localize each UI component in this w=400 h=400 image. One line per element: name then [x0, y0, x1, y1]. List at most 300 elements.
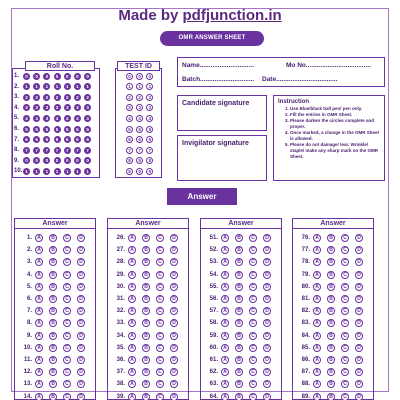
answer-option-bubble[interactable]: C — [341, 344, 349, 352]
roll-bubble[interactable]: 7 — [43, 147, 50, 154]
roll-bubble[interactable]: 7 — [64, 147, 71, 154]
answer-option-bubble[interactable]: B — [235, 283, 243, 291]
roll-bubble[interactable]: 2 — [54, 94, 61, 101]
answer-option-bubble[interactable]: C — [249, 380, 257, 388]
answer-option-bubble[interactable]: A — [128, 319, 136, 327]
answer-option-bubble[interactable]: A — [35, 258, 43, 266]
answer-option-bubble[interactable]: A — [35, 393, 43, 400]
roll-bubble[interactable]: 0 — [84, 73, 91, 80]
answer-option-bubble[interactable]: B — [49, 380, 57, 388]
answer-option-bubble[interactable]: A — [313, 271, 321, 279]
answer-option-bubble[interactable]: D — [77, 295, 85, 303]
answer-option-bubble[interactable]: D — [355, 246, 363, 254]
answer-option-bubble[interactable]: A — [128, 246, 136, 254]
answer-option-bubble[interactable]: C — [341, 283, 349, 291]
answer-option-bubble[interactable]: C — [341, 368, 349, 376]
test-id-bubble[interactable]: 2 — [126, 94, 133, 101]
answer-option-bubble[interactable]: B — [327, 295, 335, 303]
answer-option-bubble[interactable]: B — [327, 380, 335, 388]
answer-option-bubble[interactable]: B — [49, 332, 57, 340]
answer-option-bubble[interactable]: D — [355, 356, 363, 364]
test-id-bubble[interactable]: 0 — [126, 73, 133, 80]
answer-option-bubble[interactable]: A — [221, 356, 229, 364]
answer-option-bubble[interactable]: C — [156, 234, 164, 242]
roll-bubble[interactable]: 1 — [33, 168, 40, 175]
answer-option-bubble[interactable]: A — [35, 295, 43, 303]
answer-option-bubble[interactable]: B — [142, 258, 150, 266]
answer-option-bubble[interactable]: D — [263, 393, 271, 400]
test-id-bubble[interactable]: 4 — [126, 115, 133, 122]
roll-bubble[interactable]: 5 — [43, 126, 50, 133]
answer-option-bubble[interactable]: A — [128, 380, 136, 388]
answer-option-bubble[interactable]: D — [170, 380, 178, 388]
answer-option-bubble[interactable]: A — [313, 258, 321, 266]
roll-bubble[interactable]: 7 — [23, 147, 30, 154]
answer-option-bubble[interactable]: A — [221, 295, 229, 303]
answer-option-bubble[interactable]: B — [327, 332, 335, 340]
test-id-bubble[interactable]: 7 — [146, 147, 153, 154]
test-id-bubble[interactable]: 8 — [146, 157, 153, 164]
roll-bubble[interactable]: 1 — [64, 83, 71, 90]
answer-option-bubble[interactable]: C — [63, 246, 71, 254]
answer-option-bubble[interactable]: A — [128, 234, 136, 242]
answer-option-bubble[interactable]: C — [341, 319, 349, 327]
test-id-bubble[interactable]: 6 — [136, 136, 143, 143]
answer-option-bubble[interactable]: D — [263, 283, 271, 291]
answer-option-bubble[interactable]: C — [249, 356, 257, 364]
answer-option-bubble[interactable]: A — [221, 258, 229, 266]
answer-option-bubble[interactable]: D — [170, 246, 178, 254]
test-id-bubble[interactable]: 8 — [136, 157, 143, 164]
answer-option-bubble[interactable]: A — [313, 234, 321, 242]
answer-option-bubble[interactable]: C — [156, 368, 164, 376]
answer-option-bubble[interactable]: A — [128, 283, 136, 291]
answer-option-bubble[interactable]: D — [355, 271, 363, 279]
roll-bubble[interactable]: 1 — [64, 168, 71, 175]
roll-bubble[interactable]: 1 — [33, 83, 40, 90]
answer-option-bubble[interactable]: C — [63, 380, 71, 388]
answer-option-bubble[interactable]: B — [327, 283, 335, 291]
roll-bubble[interactable]: 2 — [74, 94, 81, 101]
test-id-bubble[interactable]: 5 — [146, 126, 153, 133]
answer-option-bubble[interactable]: A — [128, 271, 136, 279]
answer-option-bubble[interactable]: B — [327, 307, 335, 315]
roll-bubble[interactable]: 6 — [43, 136, 50, 143]
answer-option-bubble[interactable]: C — [341, 332, 349, 340]
answer-option-bubble[interactable]: C — [156, 246, 164, 254]
name-field[interactable]: Name.............................. — [182, 62, 254, 69]
answer-option-bubble[interactable]: B — [142, 368, 150, 376]
invigilator-signature-box[interactable]: Invigilator signature — [177, 135, 267, 181]
answer-option-bubble[interactable]: A — [221, 271, 229, 279]
roll-bubble[interactable]: 1 — [43, 83, 50, 90]
answer-option-bubble[interactable]: B — [235, 258, 243, 266]
roll-bubble[interactable]: 0 — [84, 157, 91, 164]
roll-bubble[interactable]: 3 — [64, 104, 71, 111]
answer-option-bubble[interactable]: D — [170, 356, 178, 364]
answer-option-bubble[interactable]: C — [156, 283, 164, 291]
answer-option-bubble[interactable]: A — [35, 246, 43, 254]
answer-option-bubble[interactable]: A — [313, 307, 321, 315]
answer-option-bubble[interactable]: B — [327, 271, 335, 279]
answer-option-bubble[interactable]: D — [263, 307, 271, 315]
roll-bubble[interactable]: 6 — [33, 136, 40, 143]
answer-option-bubble[interactable]: A — [221, 307, 229, 315]
answer-option-bubble[interactable]: B — [235, 356, 243, 364]
roll-bubble[interactable]: 5 — [54, 126, 61, 133]
test-id-bubble[interactable]: 6 — [126, 136, 133, 143]
test-id-bubble[interactable]: 2 — [136, 94, 143, 101]
answer-option-bubble[interactable]: C — [249, 307, 257, 315]
answer-option-bubble[interactable]: A — [35, 271, 43, 279]
answer-option-bubble[interactable]: C — [63, 295, 71, 303]
answer-option-bubble[interactable]: D — [77, 332, 85, 340]
answer-option-bubble[interactable]: A — [128, 356, 136, 364]
answer-option-bubble[interactable]: C — [63, 283, 71, 291]
roll-bubble[interactable]: 0 — [43, 157, 50, 164]
answer-option-bubble[interactable]: C — [63, 356, 71, 364]
answer-option-bubble[interactable]: B — [49, 368, 57, 376]
answer-option-bubble[interactable]: D — [170, 295, 178, 303]
roll-bubble[interactable]: 1 — [74, 168, 81, 175]
answer-option-bubble[interactable]: A — [313, 246, 321, 254]
answer-option-bubble[interactable]: C — [156, 271, 164, 279]
answer-option-bubble[interactable]: A — [221, 234, 229, 242]
answer-option-bubble[interactable]: A — [35, 368, 43, 376]
answer-option-bubble[interactable]: C — [63, 344, 71, 352]
answer-option-bubble[interactable]: C — [341, 356, 349, 364]
answer-option-bubble[interactable]: C — [156, 393, 164, 400]
answer-option-bubble[interactable]: D — [263, 246, 271, 254]
answer-option-bubble[interactable]: B — [327, 234, 335, 242]
answer-option-bubble[interactable]: B — [142, 319, 150, 327]
answer-option-bubble[interactable]: D — [355, 393, 363, 400]
answer-option-bubble[interactable]: C — [249, 283, 257, 291]
answer-option-bubble[interactable]: B — [235, 393, 243, 400]
roll-bubble[interactable]: 7 — [74, 147, 81, 154]
roll-bubble[interactable]: 0 — [74, 73, 81, 80]
answer-option-bubble[interactable]: A — [313, 283, 321, 291]
candidate-signature-box[interactable]: Candidate signature — [177, 95, 267, 131]
answer-option-bubble[interactable]: B — [235, 295, 243, 303]
answer-option-bubble[interactable]: D — [263, 319, 271, 327]
answer-option-bubble[interactable]: D — [170, 271, 178, 279]
answer-option-bubble[interactable]: C — [341, 307, 349, 315]
test-id-bubble[interactable]: 5 — [126, 126, 133, 133]
answer-option-bubble[interactable]: B — [142, 234, 150, 242]
roll-bubble[interactable]: 1 — [54, 83, 61, 90]
answer-option-bubble[interactable]: A — [35, 307, 43, 315]
test-id-bubble[interactable]: 6 — [146, 136, 153, 143]
answer-option-bubble[interactable]: A — [313, 356, 321, 364]
answer-option-bubble[interactable]: A — [221, 380, 229, 388]
roll-bubble[interactable]: 0 — [64, 157, 71, 164]
answer-option-bubble[interactable]: A — [128, 258, 136, 266]
roll-bubble[interactable]: 2 — [64, 94, 71, 101]
answer-option-bubble[interactable]: A — [313, 344, 321, 352]
answer-option-bubble[interactable]: D — [355, 380, 363, 388]
test-id-bubble[interactable]: 7 — [126, 147, 133, 154]
test-id-bubble[interactable]: 1 — [136, 83, 143, 90]
answer-option-bubble[interactable]: A — [221, 283, 229, 291]
answer-option-bubble[interactable]: C — [249, 368, 257, 376]
answer-option-bubble[interactable]: D — [355, 344, 363, 352]
answer-option-bubble[interactable]: D — [77, 380, 85, 388]
roll-bubble[interactable]: 2 — [43, 94, 50, 101]
answer-option-bubble[interactable]: A — [313, 332, 321, 340]
answer-option-bubble[interactable]: A — [128, 393, 136, 400]
roll-bubble[interactable]: 3 — [43, 104, 50, 111]
test-id-bubble[interactable]: 3 — [126, 104, 133, 111]
roll-bubble[interactable]: 1 — [23, 83, 30, 90]
test-id-bubble[interactable]: 5 — [136, 126, 143, 133]
answer-option-bubble[interactable]: D — [170, 344, 178, 352]
answer-option-bubble[interactable]: C — [156, 295, 164, 303]
roll-bubble[interactable]: 6 — [23, 136, 30, 143]
answer-option-bubble[interactable]: B — [235, 319, 243, 327]
answer-option-bubble[interactable]: C — [249, 344, 257, 352]
answer-option-bubble[interactable]: B — [142, 295, 150, 303]
answer-option-bubble[interactable]: D — [263, 332, 271, 340]
answer-option-bubble[interactable]: D — [355, 234, 363, 242]
roll-bubble[interactable]: 5 — [64, 126, 71, 133]
answer-option-bubble[interactable]: C — [249, 393, 257, 400]
answer-option-bubble[interactable]: D — [77, 258, 85, 266]
answer-option-bubble[interactable]: A — [128, 307, 136, 315]
test-id-bubble[interactable]: 0 — [136, 73, 143, 80]
test-id-bubble[interactable]: 1 — [146, 83, 153, 90]
roll-bubble[interactable]: 4 — [33, 115, 40, 122]
answer-option-bubble[interactable]: D — [355, 258, 363, 266]
answer-option-bubble[interactable]: B — [327, 246, 335, 254]
test-id-bubble[interactable]: 4 — [146, 115, 153, 122]
answer-option-bubble[interactable]: A — [35, 356, 43, 364]
answer-option-bubble[interactable]: B — [49, 319, 57, 327]
roll-bubble[interactable]: 0 — [33, 157, 40, 164]
answer-option-bubble[interactable]: A — [35, 344, 43, 352]
roll-bubble[interactable]: 0 — [33, 73, 40, 80]
answer-option-bubble[interactable]: B — [142, 332, 150, 340]
answer-option-bubble[interactable]: D — [170, 332, 178, 340]
roll-bubble[interactable]: 4 — [43, 115, 50, 122]
answer-option-bubble[interactable]: B — [235, 234, 243, 242]
answer-option-bubble[interactable]: D — [77, 344, 85, 352]
answer-option-bubble[interactable]: B — [49, 246, 57, 254]
roll-bubble[interactable]: 0 — [74, 157, 81, 164]
answer-option-bubble[interactable]: D — [355, 295, 363, 303]
answer-option-bubble[interactable]: D — [170, 234, 178, 242]
answer-option-bubble[interactable]: D — [170, 368, 178, 376]
answer-option-bubble[interactable]: C — [341, 246, 349, 254]
answer-option-bubble[interactable]: A — [313, 368, 321, 376]
answer-option-bubble[interactable]: A — [35, 380, 43, 388]
answer-option-bubble[interactable]: B — [142, 380, 150, 388]
roll-bubble[interactable]: 6 — [84, 136, 91, 143]
roll-bubble[interactable]: 7 — [84, 147, 91, 154]
answer-option-bubble[interactable]: D — [263, 380, 271, 388]
answer-button[interactable]: Answer — [167, 188, 237, 205]
answer-option-bubble[interactable]: D — [355, 332, 363, 340]
answer-option-bubble[interactable]: B — [235, 246, 243, 254]
answer-option-bubble[interactable]: A — [35, 332, 43, 340]
answer-option-bubble[interactable]: C — [156, 319, 164, 327]
test-id-bubble[interactable]: 9 — [136, 168, 143, 175]
answer-option-bubble[interactable]: C — [249, 332, 257, 340]
answer-option-bubble[interactable]: A — [221, 368, 229, 376]
date-field[interactable]: Date.................................. — [262, 76, 338, 83]
roll-bubble[interactable]: 0 — [54, 73, 61, 80]
test-id-bubble[interactable]: 1 — [126, 83, 133, 90]
roll-bubble[interactable]: 6 — [54, 136, 61, 143]
answer-option-bubble[interactable]: A — [313, 393, 321, 400]
answer-option-bubble[interactable]: D — [263, 295, 271, 303]
roll-bubble[interactable]: 3 — [23, 104, 30, 111]
answer-option-bubble[interactable]: B — [327, 393, 335, 400]
answer-option-bubble[interactable]: C — [156, 307, 164, 315]
test-id-bubble[interactable]: 7 — [136, 147, 143, 154]
answer-option-bubble[interactable]: B — [49, 307, 57, 315]
answer-option-bubble[interactable]: C — [156, 332, 164, 340]
roll-bubble[interactable]: 1 — [54, 168, 61, 175]
answer-option-bubble[interactable]: B — [327, 344, 335, 352]
answer-option-bubble[interactable]: D — [263, 356, 271, 364]
answer-option-bubble[interactable]: B — [327, 258, 335, 266]
answer-option-bubble[interactable]: D — [170, 393, 178, 400]
roll-bubble[interactable]: 1 — [84, 83, 91, 90]
answer-option-bubble[interactable]: C — [156, 258, 164, 266]
answer-option-bubble[interactable]: D — [170, 307, 178, 315]
answer-option-bubble[interactable]: C — [249, 246, 257, 254]
answer-option-bubble[interactable]: B — [49, 271, 57, 279]
answer-option-bubble[interactable]: D — [355, 319, 363, 327]
answer-option-bubble[interactable]: B — [142, 246, 150, 254]
answer-option-bubble[interactable]: A — [221, 344, 229, 352]
answer-option-bubble[interactable]: D — [77, 234, 85, 242]
answer-option-bubble[interactable]: A — [35, 234, 43, 242]
answer-option-bubble[interactable]: D — [77, 307, 85, 315]
batch-field[interactable]: Batch.............................. — [182, 76, 255, 83]
roll-bubble[interactable]: 2 — [33, 94, 40, 101]
test-id-bubble[interactable]: 9 — [146, 168, 153, 175]
answer-option-bubble[interactable]: A — [221, 332, 229, 340]
answer-option-bubble[interactable]: D — [263, 368, 271, 376]
roll-bubble[interactable]: 2 — [84, 94, 91, 101]
roll-bubble[interactable]: 3 — [74, 104, 81, 111]
answer-option-bubble[interactable]: D — [77, 393, 85, 400]
roll-bubble[interactable]: 1 — [43, 168, 50, 175]
answer-option-bubble[interactable]: D — [170, 283, 178, 291]
roll-bubble[interactable]: 4 — [74, 115, 81, 122]
answer-option-bubble[interactable]: A — [128, 295, 136, 303]
answer-option-bubble[interactable]: A — [35, 283, 43, 291]
roll-bubble[interactable]: 4 — [54, 115, 61, 122]
answer-option-bubble[interactable]: C — [63, 258, 71, 266]
test-id-bubble[interactable]: 0 — [146, 73, 153, 80]
test-id-bubble[interactable]: 8 — [126, 157, 133, 164]
answer-option-bubble[interactable]: C — [341, 295, 349, 303]
answer-option-bubble[interactable]: C — [156, 380, 164, 388]
answer-option-bubble[interactable]: B — [49, 295, 57, 303]
answer-option-bubble[interactable]: C — [63, 307, 71, 315]
answer-option-bubble[interactable]: D — [263, 234, 271, 242]
answer-option-bubble[interactable]: A — [221, 393, 229, 400]
roll-bubble[interactable]: 3 — [54, 104, 61, 111]
answer-option-bubble[interactable]: B — [49, 356, 57, 364]
answer-option-bubble[interactable]: C — [249, 234, 257, 242]
answer-option-bubble[interactable]: D — [355, 307, 363, 315]
answer-option-bubble[interactable]: D — [170, 319, 178, 327]
answer-option-bubble[interactable]: B — [235, 368, 243, 376]
answer-option-bubble[interactable]: B — [235, 332, 243, 340]
answer-option-bubble[interactable]: D — [355, 283, 363, 291]
answer-option-bubble[interactable]: A — [313, 380, 321, 388]
answer-option-bubble[interactable]: B — [235, 271, 243, 279]
roll-bubble[interactable]: 5 — [74, 126, 81, 133]
test-id-bubble[interactable]: 2 — [146, 94, 153, 101]
roll-bubble[interactable]: 4 — [23, 115, 30, 122]
answer-option-bubble[interactable]: B — [327, 319, 335, 327]
site-link[interactable]: pdfjunction.in — [182, 7, 282, 24]
roll-bubble[interactable]: 0 — [43, 73, 50, 80]
answer-option-bubble[interactable]: C — [341, 271, 349, 279]
roll-bubble[interactable]: 7 — [54, 147, 61, 154]
test-id-bubble[interactable]: 3 — [136, 104, 143, 111]
answer-option-bubble[interactable]: A — [221, 246, 229, 254]
answer-option-bubble[interactable]: B — [49, 234, 57, 242]
roll-bubble[interactable]: 5 — [23, 126, 30, 133]
answer-option-bubble[interactable]: C — [63, 319, 71, 327]
answer-option-bubble[interactable]: B — [142, 283, 150, 291]
roll-bubble[interactable]: 0 — [23, 157, 30, 164]
answer-option-bubble[interactable]: B — [327, 356, 335, 364]
answer-option-bubble[interactable]: C — [341, 393, 349, 400]
answer-option-bubble[interactable]: D — [263, 344, 271, 352]
test-id-bubble[interactable]: 3 — [146, 104, 153, 111]
answer-option-bubble[interactable]: A — [128, 332, 136, 340]
roll-bubble[interactable]: 1 — [74, 83, 81, 90]
answer-option-bubble[interactable]: C — [341, 234, 349, 242]
answer-option-bubble[interactable]: B — [49, 393, 57, 400]
roll-bubble[interactable]: 2 — [23, 94, 30, 101]
test-id-bubble[interactable]: 4 — [136, 115, 143, 122]
answer-option-bubble[interactable]: C — [156, 356, 164, 364]
answer-option-bubble[interactable]: C — [249, 319, 257, 327]
answer-option-bubble[interactable]: C — [63, 332, 71, 340]
answer-option-bubble[interactable]: B — [142, 271, 150, 279]
answer-option-bubble[interactable]: B — [49, 344, 57, 352]
answer-option-bubble[interactable]: B — [327, 368, 335, 376]
answer-option-bubble[interactable]: C — [249, 258, 257, 266]
answer-option-bubble[interactable]: D — [77, 246, 85, 254]
answer-option-bubble[interactable]: D — [77, 356, 85, 364]
answer-option-bubble[interactable]: B — [142, 393, 150, 400]
roll-bubble[interactable]: 7 — [33, 147, 40, 154]
roll-bubble[interactable]: 4 — [64, 115, 71, 122]
answer-option-bubble[interactable]: D — [77, 271, 85, 279]
answer-option-bubble[interactable]: D — [77, 283, 85, 291]
answer-option-bubble[interactable]: D — [263, 271, 271, 279]
test-id-bubble[interactable]: 9 — [126, 168, 133, 175]
roll-bubble[interactable]: 0 — [54, 157, 61, 164]
answer-option-bubble[interactable]: B — [235, 344, 243, 352]
answer-option-bubble[interactable]: B — [235, 380, 243, 388]
answer-option-bubble[interactable]: C — [341, 258, 349, 266]
answer-option-bubble[interactable]: C — [63, 393, 71, 400]
roll-bubble[interactable]: 6 — [64, 136, 71, 143]
answer-option-bubble[interactable]: A — [35, 319, 43, 327]
answer-option-bubble[interactable]: C — [249, 271, 257, 279]
answer-option-bubble[interactable]: A — [221, 319, 229, 327]
